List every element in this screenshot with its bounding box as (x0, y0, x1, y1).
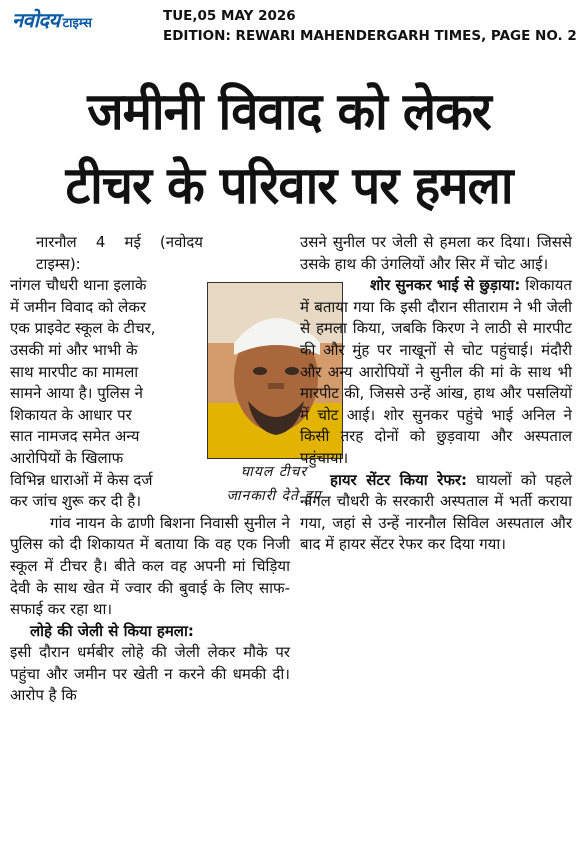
article-right-column (300, 232, 572, 556)
logo-sub-text: टाइम्स (62, 16, 92, 31)
left-intro-line: कर जांच शुरू कर दी है। (10, 492, 142, 511)
left-intro-line: नांगल चौधरी थाना इलाके (10, 276, 147, 295)
right-paragraph-3: घायलों को पहले नांगल चौधरी के सरकारी अस्पताल में भर्ती कराया गया, जहां से उन्हें नारनौल सिविल अस्पताल और बाद में हायर सेंटर रेफर कर दिया गया। (300, 470, 572, 554)
headline-line-2: टीचर के परिवार पर हमला (65, 155, 513, 216)
newspaper-logo (12, 6, 138, 32)
headline-line-1: जमीनी विवाद को लेकर (87, 81, 491, 142)
left-paragraph-2: गांव नायन के ढाणी बिशना निवासी सुनील ने पुलिस को दी शिकायत में बताया कि वह एक निजी स्कूल में टीचर है। बीते कल वह अपनी मां चिड़िया देवी के साथ खेत में ज्वार की बुवाई के लिए साफ-सफाई कर रहा था। (10, 513, 290, 619)
left-intro-line: सात नामजद समेत अन्य (10, 427, 140, 446)
right-subhead-2-wrap (300, 470, 572, 556)
issue-date: TUE,05 MAY 2026 (163, 8, 296, 24)
masthead (0, 0, 578, 56)
left-intro-line: शिकायत के आधार पर (10, 405, 132, 424)
right-subhead-2: हायर सेंटर किया रेफर: (330, 470, 468, 489)
left-intro-lines (10, 232, 203, 513)
right-subhead-1-wrap (300, 275, 572, 469)
edition-line: EDITION: REWARI MAHENDERGARH TIMES, PAGE NO. 2 (163, 28, 577, 44)
left-intro-line: साथ मारपीट का मामला (10, 362, 139, 381)
left-intro-line: में जमीन विवाद को लेकर (10, 297, 146, 316)
left-intro-line: नारनौल 4 मई (नवोदय टाइम्स): (36, 233, 203, 273)
logo-main-text: नवोदय (12, 8, 60, 32)
left-intro-line: आरोपियों के खिलाफ (10, 448, 124, 467)
caption-line-2: जानकारी देते हुए (226, 488, 322, 504)
left-intro-line: विभिन्न धाराओं में केस दर्ज (10, 470, 153, 489)
left-paragraph-3: इसी दौरान धर्मबीर लोहे की जेली लेकर मौके पर पहुंचा और जमीन पर खेती न करने की धमकी दी। आरोप है कि (10, 643, 290, 705)
right-paragraph-2: शिकायत में बताया गया कि इसी दौरान सीताराम ने भी जेली से हमला किया, जबकि किरण ने लाठी से मारपीट की और मुंह पर नाखूनों से चोट पहुंचाई। मंदौरी और अन्य आरोपियों ने सुनील की मां के साथ भी मारपीट की, जिससे उन्हें आंख, हाथ और पसलियों में चोट आई। शोर सुनकर पहुंचे भाई अनिल ने किसी तरह दोनों को छुड़वाया और अस्पताल पहुंचाया। (300, 276, 572, 467)
right-subhead-1: शोर सुनकर भाई से छुड़ाया: (370, 276, 521, 295)
left-subhead: लोहे की जेली से किया हमला: (30, 621, 194, 640)
edition-info (163, 6, 578, 46)
caption-line-1: घायल टीचर (240, 464, 308, 480)
right-paragraph-1: उसने सुनील पर जेली से हमला कर दिया। जिससे उसके हाथ की उंगलियों और सिर में चोट आई। (300, 233, 572, 273)
left-intro-line: उसकी मां और भाभी के (10, 340, 138, 359)
left-intro-line: एक प्राइवेट स्कूल के टीचर, (10, 319, 156, 338)
left-intro-line: सामने आया है। पुलिस ने (10, 384, 143, 403)
